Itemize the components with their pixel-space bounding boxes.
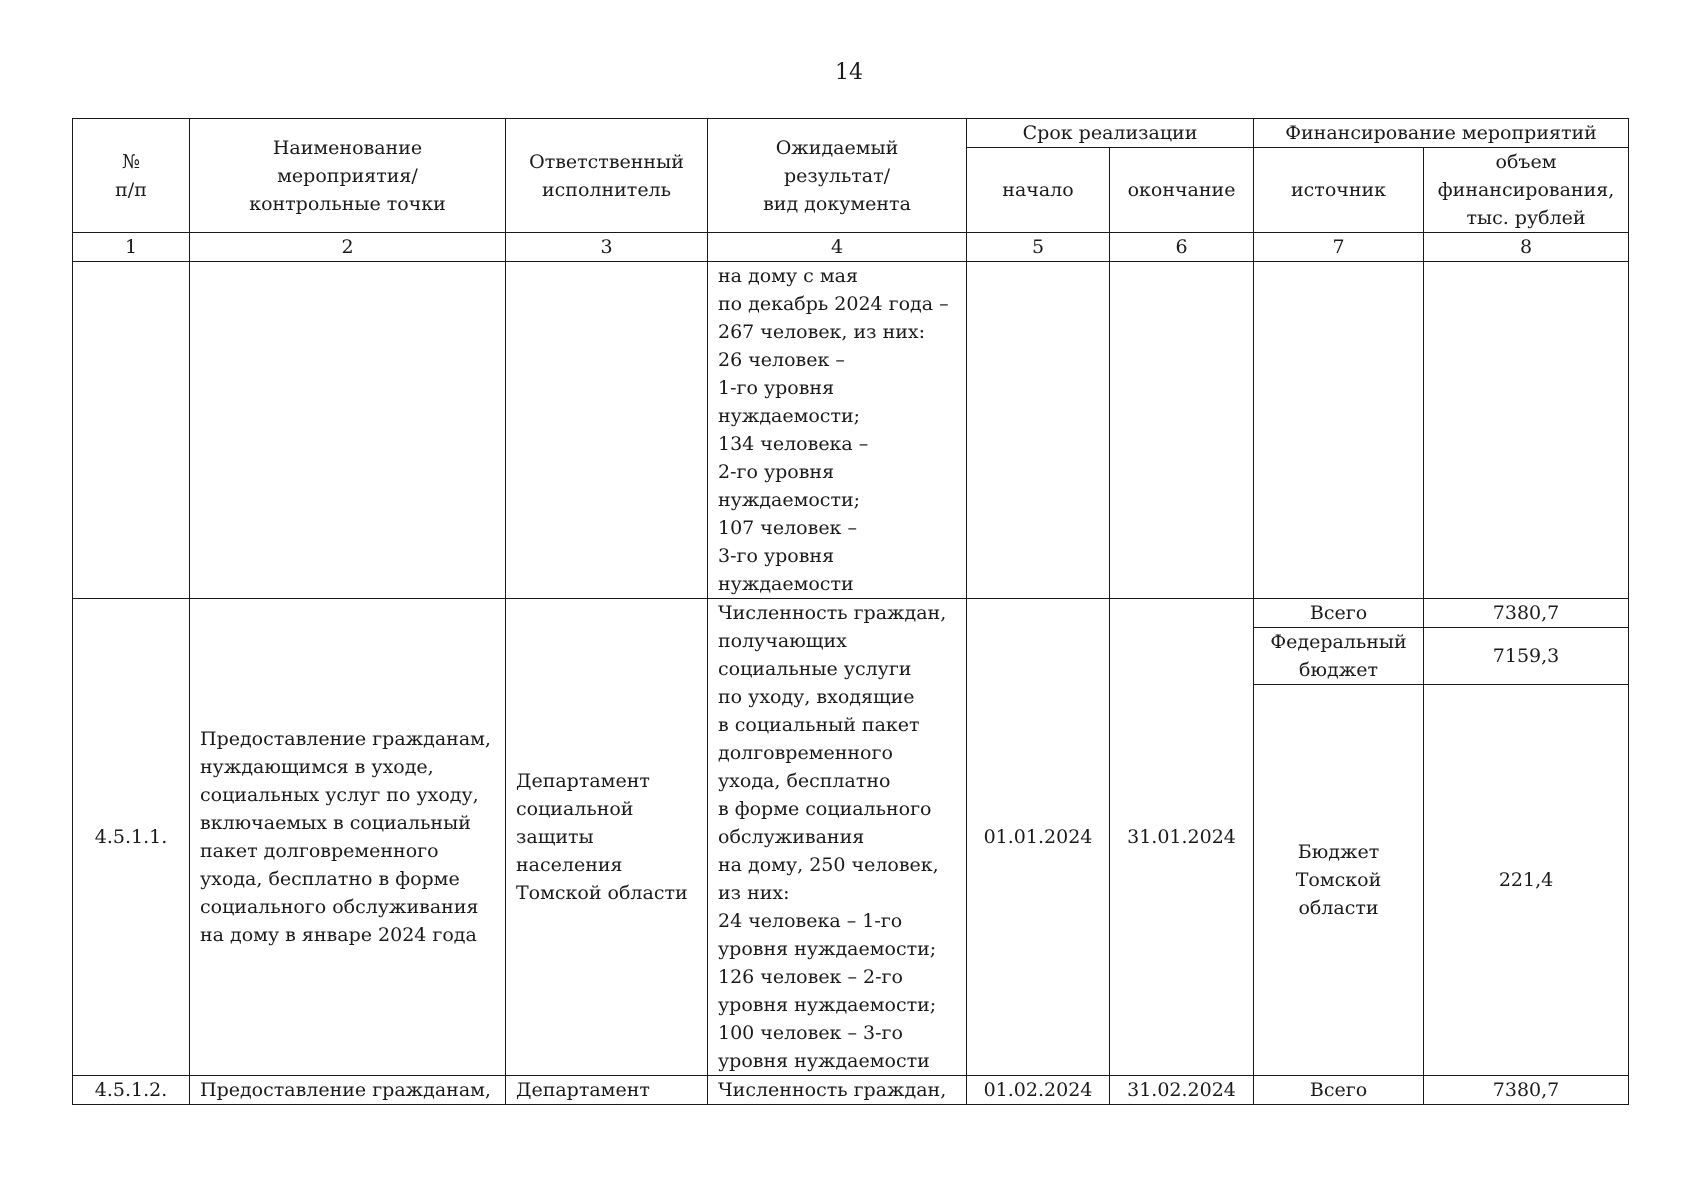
column-number: 1 — [73, 233, 190, 262]
activity-plan-table — [72, 118, 1629, 1105]
cell-executor: Департамент — [506, 1076, 708, 1105]
table-row — [73, 1076, 1629, 1105]
cell-empty — [1254, 262, 1424, 599]
cell-finance-source: Бюджет Томской области — [1254, 685, 1424, 1076]
column-number: 3 — [506, 233, 708, 262]
cell-finance-amount: 221,4 — [1424, 685, 1629, 1076]
cell-end-date: 31.02.2024 — [1110, 1076, 1254, 1105]
cell-end-date: 31.01.2024 — [1110, 599, 1254, 1076]
cell-expected-result: Численность граждан, получающих социальные услуги по уходу, входящие в социальный пакет долговременного ухода, бесплатно в форме социального обслуживания на дому, 250 человек, из них: 24 человека – 1-го уровня нуждаемости; 126 человек – 2-го уровня нуждаемости; 100 человек – 3-го уровня нуждаемости — [708, 599, 967, 1076]
cell-finance-amount: 7380,7 — [1424, 599, 1629, 628]
cell-finance-amount: 7380,7 — [1424, 1076, 1629, 1105]
cell-finance-source: Всего — [1254, 1076, 1424, 1105]
column-number: 8 — [1424, 233, 1629, 262]
cell-number: 4.5.1.2. — [73, 1076, 190, 1105]
cell-empty — [1110, 262, 1254, 599]
header-period-group: Срок реализации — [967, 119, 1254, 148]
column-number: 4 — [708, 233, 967, 262]
column-number-row — [73, 233, 1629, 262]
cell-finance-source: Федеральный бюджет — [1254, 628, 1424, 685]
table-row-continued — [73, 262, 1629, 599]
header-number: № п/п — [73, 119, 190, 233]
cell-expected-result: на дому с мая по декабрь 2024 года – 267 человек, из них: 26 человек – 1-го уровня нуждаемости; 134 человека – 2-го уровня нуждаемости; 107 человек – 3-го уровня нуждаемости — [708, 262, 967, 599]
page-number: 14 — [835, 60, 863, 85]
header-activity-name: Наименование мероприятия/ контрольные точки — [190, 119, 506, 233]
header-row-top — [73, 119, 1629, 148]
cell-empty — [1424, 262, 1629, 599]
header-finance-group: Финансирование мероприятий — [1254, 119, 1629, 148]
cell-finance-source: Всего — [1254, 599, 1424, 628]
cell-empty — [967, 262, 1110, 599]
column-number: 7 — [1254, 233, 1424, 262]
table-row — [73, 599, 1629, 628]
cell-empty — [506, 262, 708, 599]
header-finance-source: источник — [1254, 148, 1424, 233]
header-period-start: начало — [967, 148, 1110, 233]
cell-empty — [190, 262, 506, 599]
header-period-end: окончание — [1110, 148, 1254, 233]
header-finance-volume: объем финансирования, тыс. рублей — [1424, 148, 1629, 233]
header-executor: Ответственный исполнитель — [506, 119, 708, 233]
cell-activity-name: Предоставление гражданам, — [190, 1076, 506, 1105]
cell-empty — [73, 262, 190, 599]
column-number: 2 — [190, 233, 506, 262]
header-expected-result: Ожидаемый результат/ вид документа — [708, 119, 967, 233]
cell-expected-result: Численность граждан, — [708, 1076, 967, 1105]
column-number: 6 — [1110, 233, 1254, 262]
cell-activity-name: Предоставление гражданам, нуждающимся в уходе, социальных услуг по уходу, включаемых в социальный пакет долговременного ухода, бесплатно в форме социального обслуживания на дому в январе 2024 года — [190, 599, 506, 1076]
cell-number: 4.5.1.1. — [73, 599, 190, 1076]
column-number: 5 — [967, 233, 1110, 262]
cell-executor: Департамент социальной защиты населения Томской области — [506, 599, 708, 1076]
cell-start-date: 01.01.2024 — [967, 599, 1110, 1076]
cell-start-date: 01.02.2024 — [967, 1076, 1110, 1105]
cell-finance-amount: 7159,3 — [1424, 628, 1629, 685]
